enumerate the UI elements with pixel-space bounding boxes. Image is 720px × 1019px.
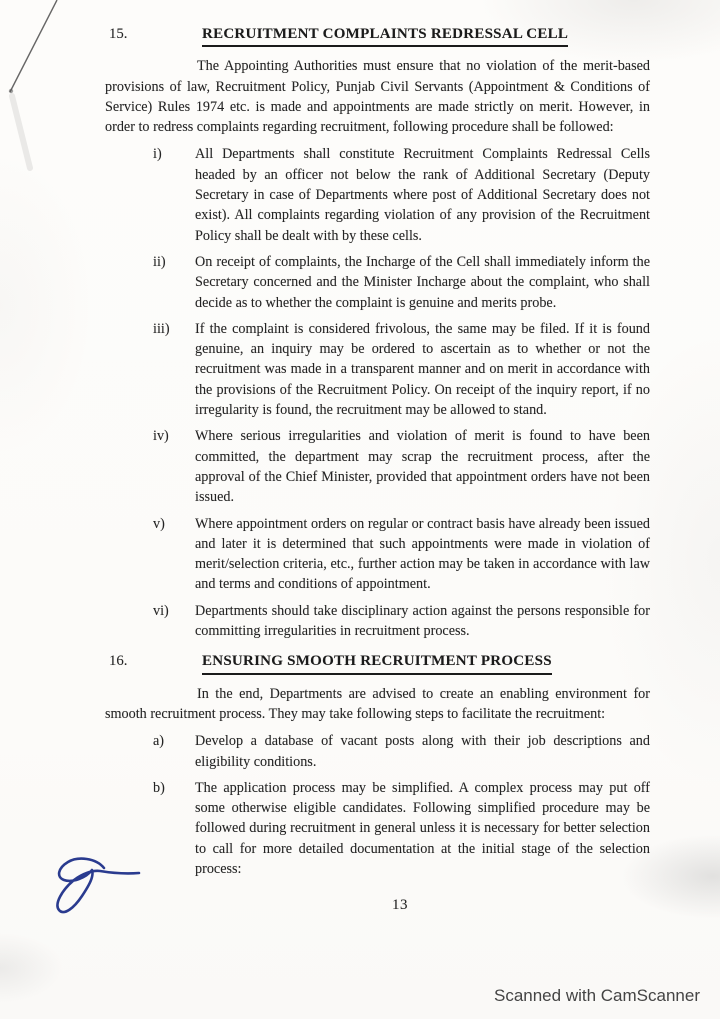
item-text: All Departments shall constitute Recruitment Complaints Redressal Cells headed by an officer not below the rank of Additional Secretary (Deputy Secretary in case of Departments where post of Additional Secretary does not exist). All complaints regarding violation of any provision of the Recruitment Policy shall be dealt with by these cells. <box>195 146 650 244</box>
section-title: ENSURING SMOOTH RECRUITMENT PROCESS <box>202 651 552 674</box>
page-number: 13 <box>392 897 408 914</box>
section-15-heading <box>105 24 650 47</box>
signature <box>42 850 146 922</box>
list-item-a <box>153 731 650 772</box>
list-item-iv <box>153 426 650 507</box>
section-title: RECRUITMENT COMPLAINTS REDRESSAL CELL <box>202 24 568 47</box>
item-marker: a) <box>153 733 165 750</box>
list-item-i <box>153 144 650 245</box>
item-marker: i) <box>153 146 162 163</box>
section-number: 15. <box>109 26 128 42</box>
section-16-intro: In the end, Departments are advised to create an enabling environment for smooth recruitment process. They may take following steps to facilitate the recruitment: <box>105 685 650 722</box>
list-item-ii <box>153 252 650 313</box>
item-marker: iii) <box>153 320 170 337</box>
item-text: If the complaint is considered frivolous, the same may be filed. If it is found genuine, an inquiry may be ordered to ascertain as to whether or not the recruitment was made in a transparent manner and on merit in accordance with the provisions of the Recruitment Policy. On receipt of the inquiry report, if no irregularity is found, the recruitment may be allowed to stand. <box>195 320 650 419</box>
item-marker: b) <box>153 779 165 796</box>
item-marker: vi) <box>153 602 169 619</box>
section-number: 16. <box>109 653 128 670</box>
item-text: On receipt of complaints, the Incharge of the Cell shall immediately inform the Secretary concerned and the Minister Incharge about the complaint, who shall decide as to whether the complaint is genuine and merits probe. <box>195 253 650 311</box>
list-item-vi <box>153 601 650 642</box>
item-marker: v) <box>153 515 165 532</box>
list-item-b <box>153 778 650 879</box>
item-marker: iv) <box>153 428 169 445</box>
item-text: The application process may be simplified. A complex process may put off some otherwise eligible candidates. Following simplified procedure may be followed during recruitment in general unless it is necessary for better selection to call for more detailed documentation at the initial stage of the selection process: <box>195 779 650 877</box>
list-item-v <box>153 514 650 595</box>
item-text: Develop a database of vacant posts along with their job descriptions and eligibility conditions. <box>195 733 650 770</box>
item-text: Where appointment orders on regular or contract basis have already been issued and later it is determined that such appointments were made in violation of merit/selection criteria, etc., further action may be taken in accordance with law and terms and conditions of appointment. <box>195 515 650 593</box>
signature-ink-icon <box>42 850 146 922</box>
section-16-heading <box>105 651 650 674</box>
camscanner-credit: Scanned with CamScanner <box>493 986 700 1005</box>
item-marker: ii) <box>153 253 166 270</box>
section-15-intro: The Appointing Authorities must ensure that no violation of the merit-based provisions of law, Recruitment Policy, Punjab Civil Servants (Appointment & Conditions of Service) Rules 1974 etc. is made and appointments are made strictly on merit. However, in order to redress complaints regarding recruitment, following procedure shall be followed: <box>105 58 650 136</box>
list-item-iii <box>153 319 650 420</box>
item-text: Where serious irregularities and violation of merit is found to have been committed, the department may scrap the recruitment process, after the approval of the Chief Minister, provided that appointment orders have not been issued. <box>195 428 650 506</box>
item-text: Departments should take disciplinary action against the persons responsible for committing irregularities in recruitment process. <box>195 602 650 640</box>
